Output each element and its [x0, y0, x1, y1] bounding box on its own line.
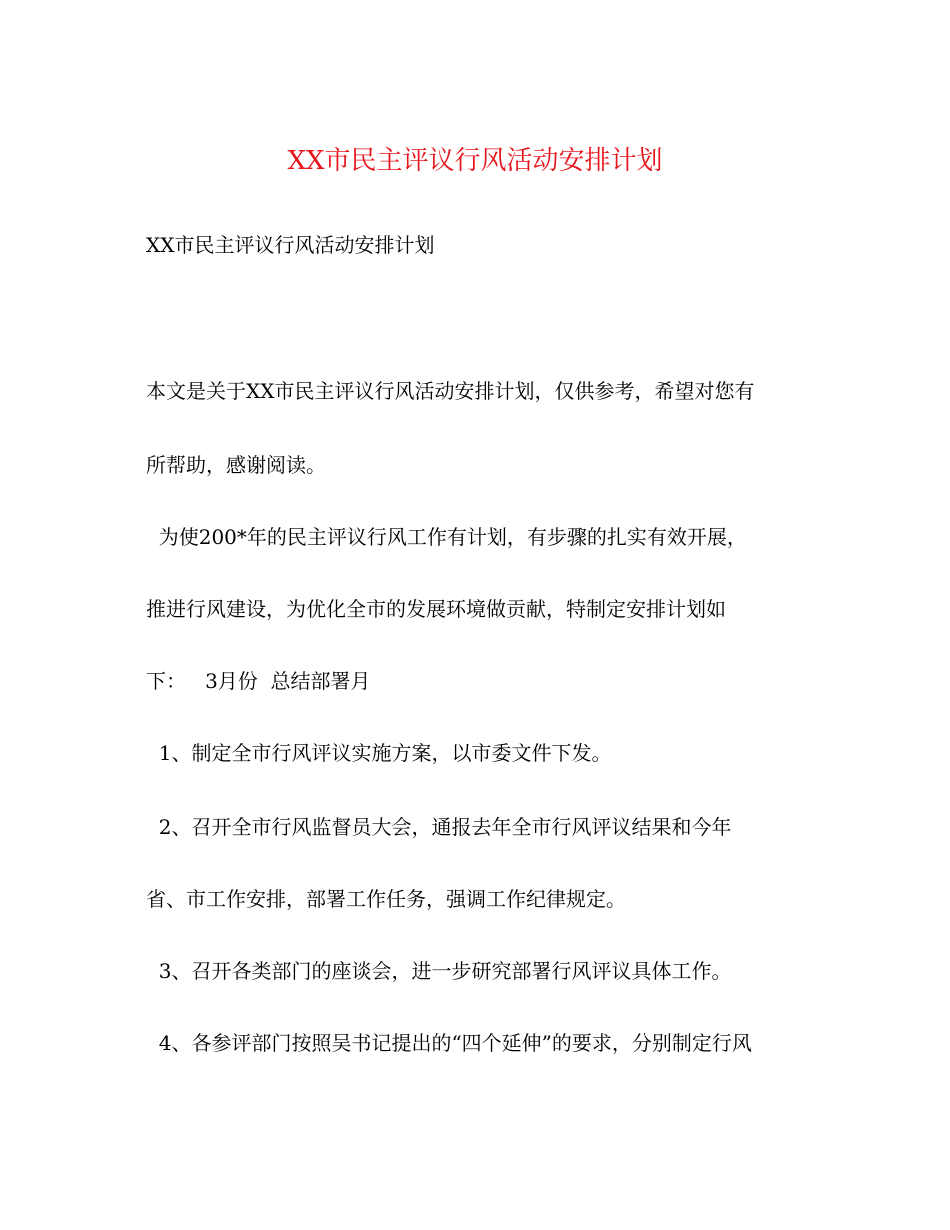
- body-line-9: 3、召开各类部门的座谈会，进一步研究部署行风评议具体工作。: [146, 959, 732, 983]
- body-line-5: 下： 3月份 总结部署月: [146, 669, 371, 693]
- body-line-3: 为使200*年的民主评议行风工作有计划，有步骤的扎实有效开展，: [146, 525, 747, 549]
- body-line-8: 省、市工作安排，部署工作任务，强调工作纪律规定。: [146, 887, 626, 911]
- body-line-2: 所帮助，感谢阅读。: [146, 453, 326, 477]
- document-title: XX市民主评议行风活动安排计划: [287, 146, 663, 176]
- body-line-6: 1、制定全市行风评议实施方案，以市委文件下发。: [146, 741, 612, 765]
- body-line-10: 4、各参评部门按照吴书记提出的“四个延伸”的要求，分别制定行风: [146, 1031, 752, 1055]
- body-line-7: 2、召开全市行风监督员大会，通报去年全市行风评议结果和今年: [146, 815, 732, 839]
- body-line-1: 本文是关于XX市民主评议行风活动安排计划，仅供参考，希望对您有: [146, 379, 755, 403]
- subtitle-line: XX市民主评议行风活动安排计划: [146, 233, 435, 257]
- body-line-4: 推进行风建设，为优化全市的发展环境做贡献，特制定安排计划如: [146, 597, 726, 621]
